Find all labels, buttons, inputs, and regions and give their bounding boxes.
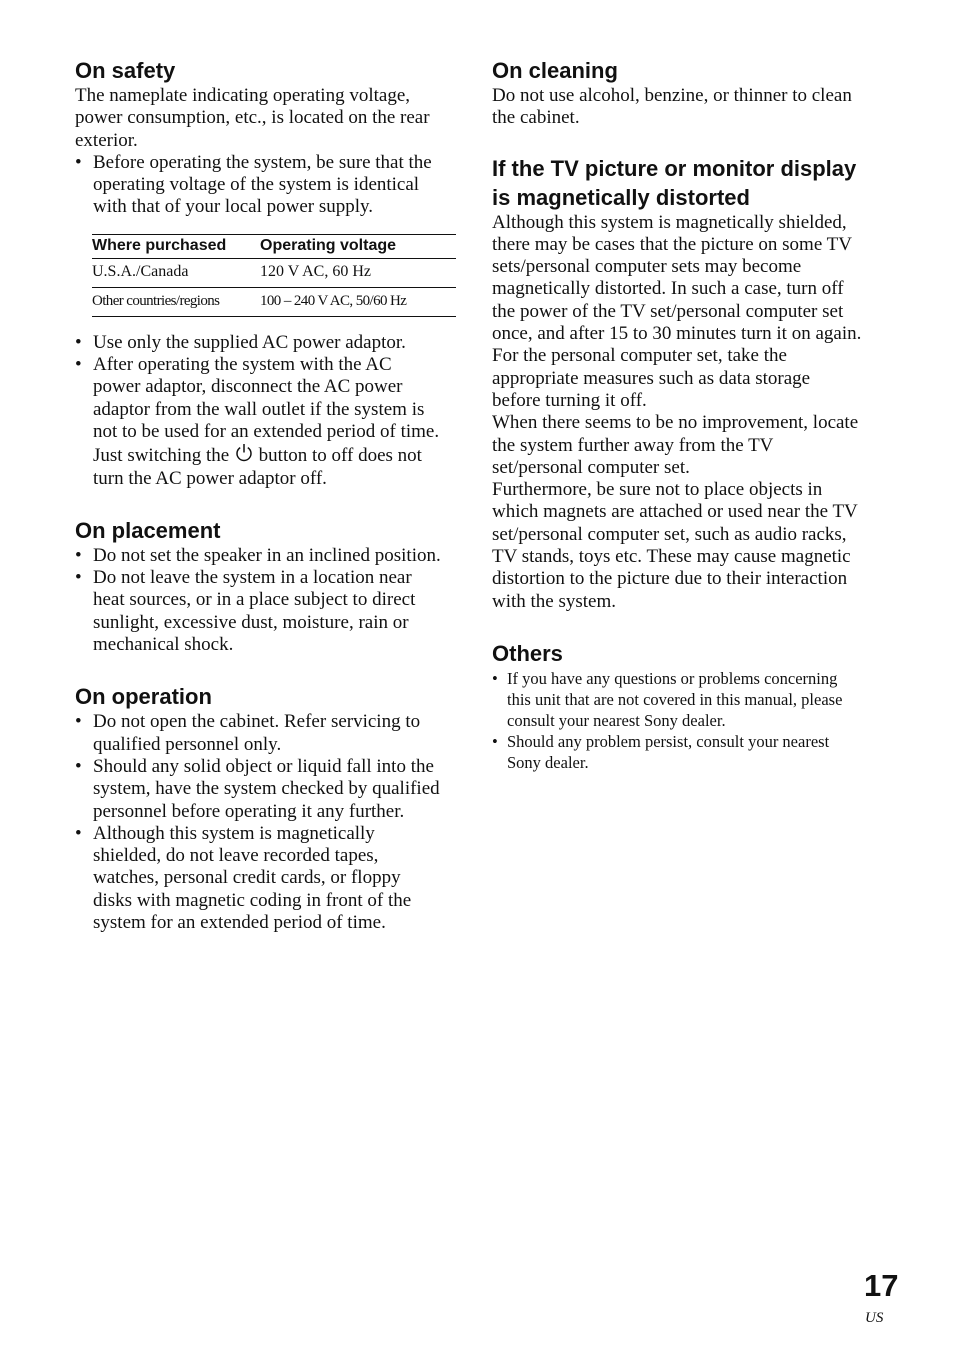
safety-list-1 xyxy=(75,152,441,219)
table-header-row xyxy=(92,234,456,258)
page-number: 17 xyxy=(864,1268,899,1303)
column-header-where-purchased: Where purchased xyxy=(92,234,260,258)
list-item: • Before operating the system, be sure that the operating voltage of the system is identical with that of your local power supply. xyxy=(75,152,441,219)
safety-intro: The nameplate indicating operating voltage, power consumption, etc., is located on the rear exterior. xyxy=(75,85,430,151)
safety-list-2 xyxy=(75,332,441,490)
heading-on-cleaning: On cleaning xyxy=(492,58,618,83)
operation-list xyxy=(75,711,441,934)
list-item-text: button to off does not turn the AC power adaptor off. xyxy=(93,445,422,489)
cleaning-text: Do not use alcohol, benzine, or thinner to clean the cabinet. xyxy=(492,85,852,129)
magnetic-paragraph: When there seems to be no improvement, locate the system further away from the TV set/personal computer set. xyxy=(492,412,859,478)
table-cell: 120 V AC, 60 Hz xyxy=(260,258,456,287)
list-item xyxy=(75,354,441,490)
heading-others: Others xyxy=(492,640,563,666)
list-item: • If you have any questions or problems concerning this unit that are not covered in this manual, please consult your nearest Sony dealer. xyxy=(492,668,862,731)
section-on-cleaning xyxy=(492,56,862,130)
magnetic-paragraph: Furthermore, be sure not to place objects in which magnets are attached or used near the TV set/personal computer set, such as audio racks, TV stands, toys etc. These may cause magnetic distortion to the picture due to their interaction with the system. xyxy=(492,479,858,612)
list-item: • Do not set the speaker in an inclined position. xyxy=(75,545,441,567)
right-column xyxy=(492,56,862,799)
voltage-table xyxy=(92,234,456,317)
list-item: • Do not open the cabinet. Refer servicing to qualified personnel only. xyxy=(75,711,441,756)
left-column xyxy=(75,56,441,960)
table-cell: U.S.A./Canada xyxy=(92,258,260,287)
list-item: • Should any problem persist, consult your nearest Sony dealer. xyxy=(492,731,862,773)
table-row xyxy=(92,287,456,316)
table-row xyxy=(92,258,456,287)
heading-on-safety: On safety xyxy=(75,58,176,83)
placement-list xyxy=(75,545,441,656)
list-item: • Although this system is magnetically shielded, do not leave recorded tapes, watches, personal credit cards, or floppy disks with magnetic coding in front of the system for an extended period of time. xyxy=(75,823,441,934)
power-icon xyxy=(234,443,254,463)
region-code: US xyxy=(865,1310,884,1326)
list-item-text: After operating the system with the AC power adaptor, disconnect the AC power adaptor from the wall outlet if the system is not to be used for an extended period of time. Just switching the xyxy=(93,354,440,467)
section-on-safety xyxy=(75,56,441,490)
table-cell: 100 – 240 V AC, 50/60 Hz xyxy=(260,287,456,316)
section-on-operation xyxy=(75,682,441,934)
table-cell: Other countries/regions xyxy=(92,287,260,316)
heading-on-placement: On placement xyxy=(75,517,221,543)
section-others xyxy=(492,639,862,773)
column-header-operating-voltage: Operating voltage xyxy=(260,234,456,258)
heading-magnetic-distortion: If the TV picture or monitor display is magnetically distorted xyxy=(492,155,857,210)
section-on-placement xyxy=(75,516,441,656)
list-item: • Do not leave the system in a location near heat sources, or in a place subject to direct sunlight, excessive dust, moisture, rain or mechanical shock. xyxy=(75,567,441,656)
magnetic-paragraph: Although this system is magnetically shielded, there may be cases that the picture on some TV sets/personal computer sets may become magnetically distorted. In such a case, turn off the power of the TV set/personal computer set once, and after 15 to 30 minutes turn it on again. For the personal computer set, take the appropriate measures such as data storage before turning it off. xyxy=(492,211,862,411)
heading-on-operation: On operation xyxy=(75,684,212,710)
list-item: • Use only the supplied AC power adaptor. xyxy=(75,332,441,354)
list-item: • Should any solid object or liquid fall into the system, have the system checked by qualified personnel before operating it any further. xyxy=(75,756,441,823)
section-magnetic-distortion xyxy=(492,154,862,613)
others-list xyxy=(492,668,862,773)
